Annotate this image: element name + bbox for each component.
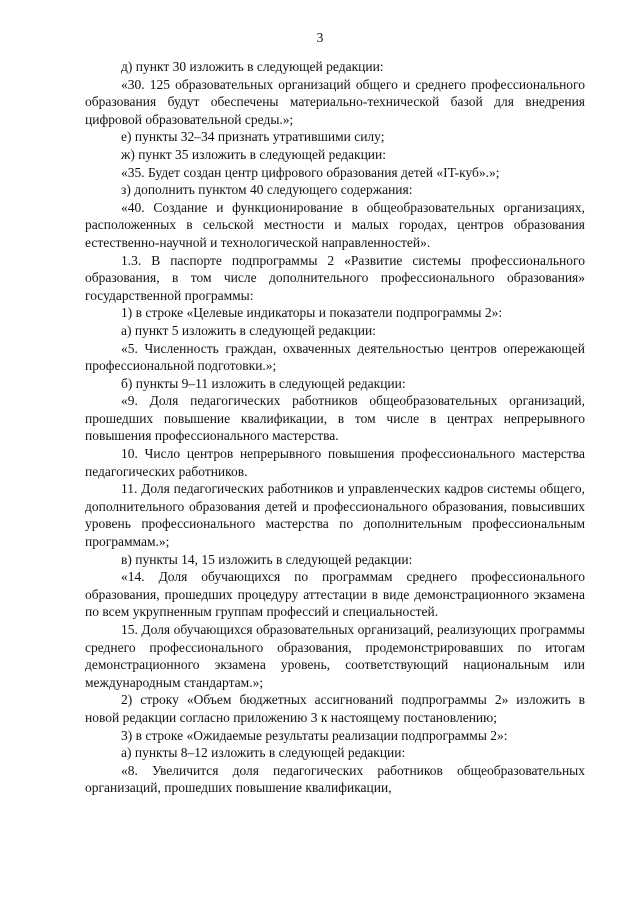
- paragraph: «40. Создание и функционирование в общеобразовательных организациях, расположенных в сельской местности и малых городах, центров образования естественно-научной и технологической направленностей».: [85, 199, 585, 250]
- paragraph: ж) пункт 35 изложить в следующей редакции:: [121, 146, 387, 162]
- paragraph: «35. Будет создан центр цифрового образования детей «IT-куб».»;: [121, 164, 500, 180]
- paragraph: «30. 125 образовательных организаций общего и среднего профессионального образования будут обеспечены материально-технической базой для внедрения цифровой образовательной среды.»;: [85, 76, 585, 127]
- paragraph: «8. Увеличится доля педагогических работников общеобразовательных организаций, прошедших повышение квалификации,: [85, 762, 585, 796]
- paragraph: 11. Доля педагогических работников и управленческих кадров системы общего, дополнительного образования детей и профессионального образования, повысивших уровень профессионального мастерства по дополнительным профессиональным программам.»;: [85, 481, 585, 550]
- paragraph: 15. Доля обучающихся образовательных организаций, реализующих программы среднего профессионального образования, продемонстрировавших по итогам демонстрационного экзамена уровень, соответствующий национальным или международным стандартам.»;: [85, 622, 585, 690]
- paragraph: з) дополнить пунктом 40 следующего содержания:: [121, 182, 413, 198]
- paragraph: а) пункты 8–12 изложить в следующей редакции:: [121, 745, 406, 761]
- paragraph: 10. Число центров непрерывного повышения профессионального мастерства педагогических работников.: [85, 446, 585, 479]
- paragraph: 1.3. В паспорте подпрограммы 2 «Развитие системы профессионального образования, в том числе дополнительного профессионального образования» государственной программы:: [85, 252, 585, 303]
- paragraph: а) пункт 5 изложить в следующей редакции:: [121, 322, 376, 338]
- paragraph: «5. Численность граждан, охваченных деятельностью центров опережающей профессиональной подготовки.»;: [85, 340, 585, 374]
- paragraph: д) пункт 30 изложить в следующей редакции:: [121, 59, 384, 74]
- paragraph: в) пункты 14, 15 изложить в следующей редакции:: [121, 551, 413, 567]
- page-number: 3: [316, 30, 324, 45]
- paragraph: б) пункты 9–11 изложить в следующей редакции:: [121, 375, 406, 391]
- paragraph: е) пункты 32–34 признать утратившими силу;: [121, 129, 385, 145]
- paragraph: «14. Доля обучающихся по программам среднего профессионального образования, прошедших процедуру аттестации в виде демонстрационного экзамена по всем укрупненным группам профессий и специальностей.: [85, 569, 585, 620]
- paragraph: «9. Доля педагогических работников общеобразовательных организаций, прошедших повышение квалификации, в том числе в центрах непрерывного повышения профессионального мастерства.: [85, 393, 585, 444]
- document-body: [85, 58, 585, 797]
- paragraph: 3) в строке «Ожидаемые результаты реализации подпрограммы 2»:: [121, 727, 508, 743]
- paragraph: 2) строку «Объем бюджетных ассигнований подпрограммы 2» изложить в новой редакции согласно приложению 3 к настоящему постановлению;: [85, 692, 585, 725]
- paragraph: 1) в строке «Целевые индикаторы и показатели подпрограммы 2»:: [121, 305, 503, 321]
